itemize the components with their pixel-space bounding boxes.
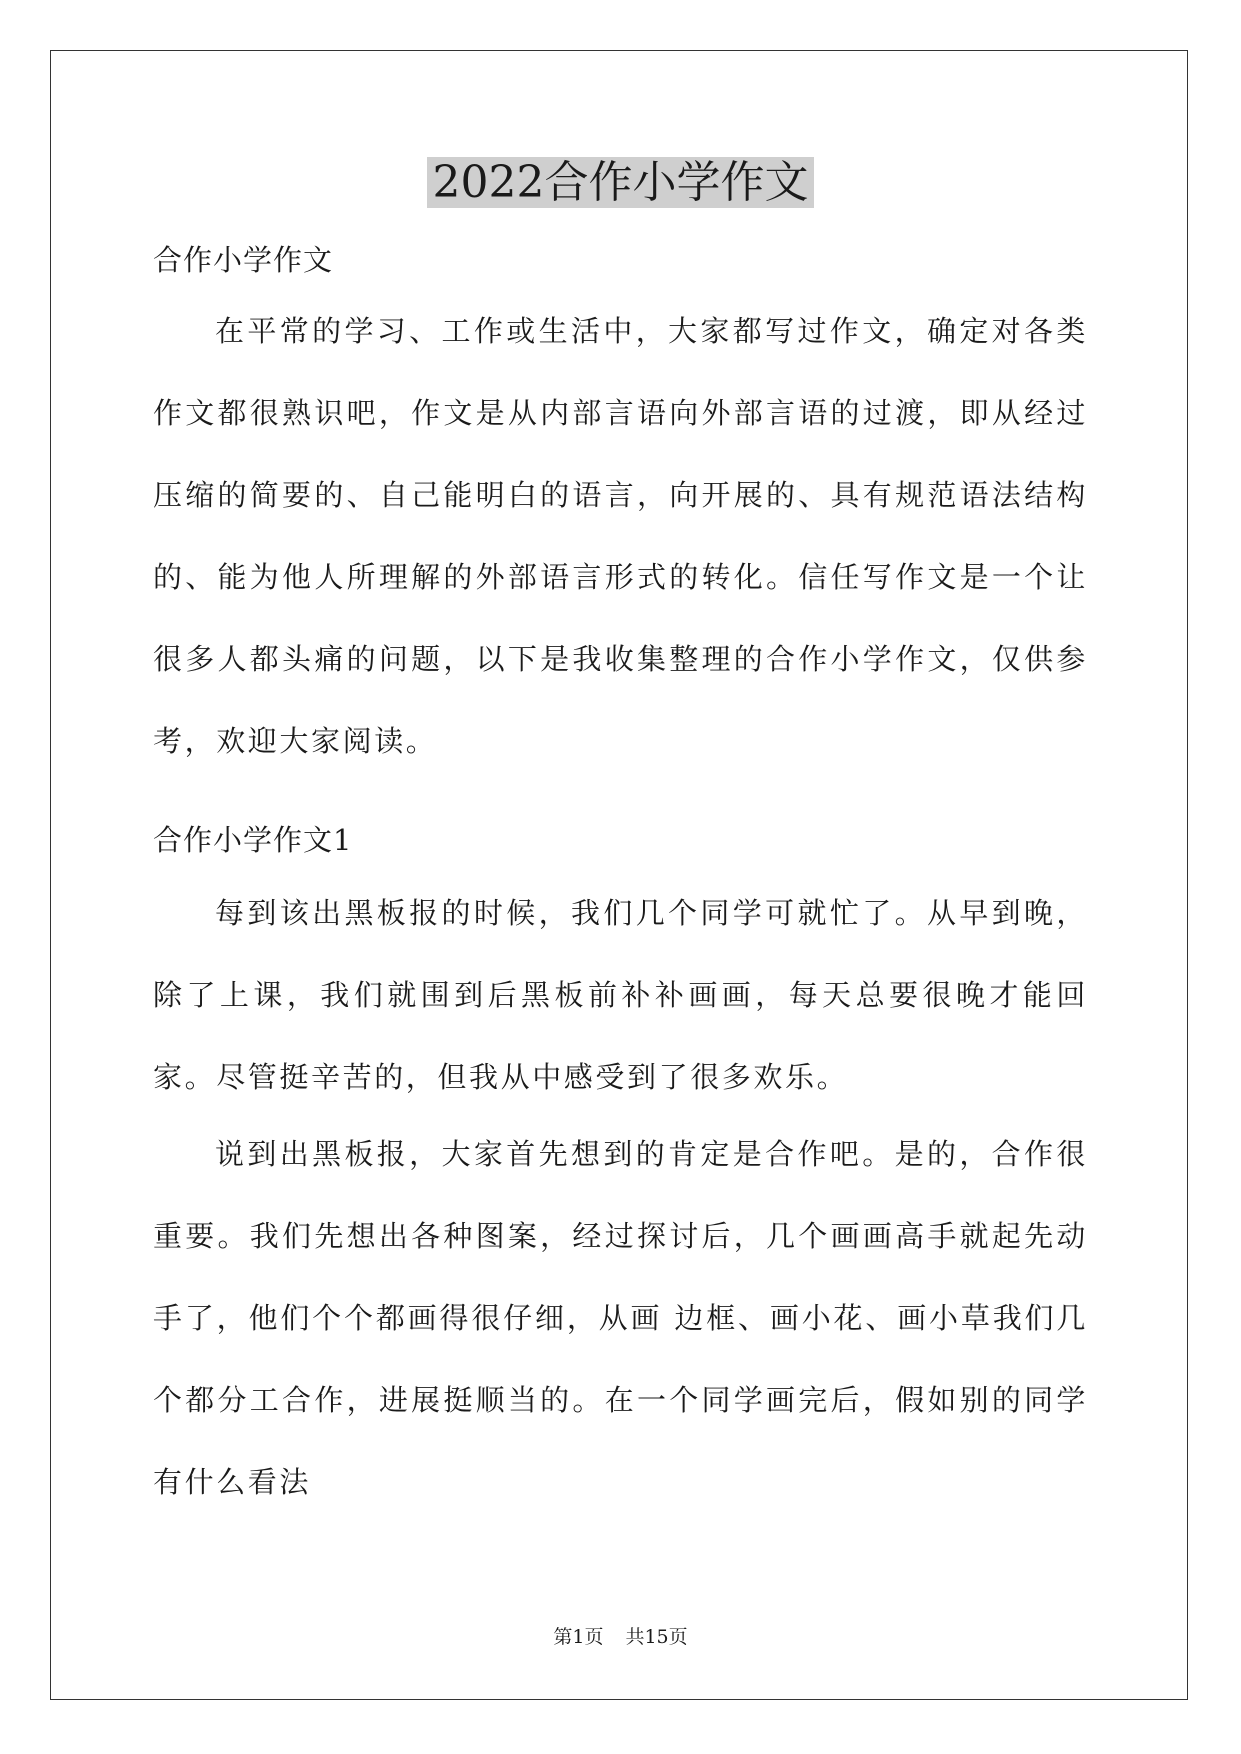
- paragraph-essay-1-2: 说到出黑板报，大家首先想到的肯定是合作吧。是的，合作很重要。我们先想出各种图案，经过探讨后，几个画画高手就起先动手了，他们个个都画得很仔细，从画 边框、画小花、画小草我们几个都分工合作，进展挺顺当的。在一个同学画完后，假如别的同学有什么看法: [153, 1137, 1088, 1499]
- paragraph-intro: 在平常的学习、工作或生活中，大家都写过作文，确定对各类作文都很熟识吧，作文是从内部言语向外部言语的过渡，即从经过压缩的简要的、自己能明白的语言，向开展的、具有规范语法结构的、能为他人所理解的外部语言形式的转化。信任写作文是一个让很多人都头痛的问题，以下是我收集整理的合作小学作文，仅供参考，欢迎大家阅读。: [153, 314, 1088, 758]
- document-title: 2022合作小学作文: [0, 155, 1241, 211]
- section-heading-intro: 合作小学作文: [153, 243, 334, 277]
- section-heading-essay-1: 合作小学作文1: [153, 823, 353, 857]
- paragraph-essay-1-1: 每到该出黑板报的时候，我们几个同学可就忙了。从早到晚，除了上课，我们就围到后黑板前补补画画，每天总要很晚才能回家。尽管挺辛苦的，但我从中感受到了很多欢乐。: [153, 896, 1088, 1094]
- page-number: 第1页: [553, 1626, 604, 1648]
- page-footer: [0, 1624, 1241, 1650]
- page-total: 共15页: [625, 1626, 688, 1648]
